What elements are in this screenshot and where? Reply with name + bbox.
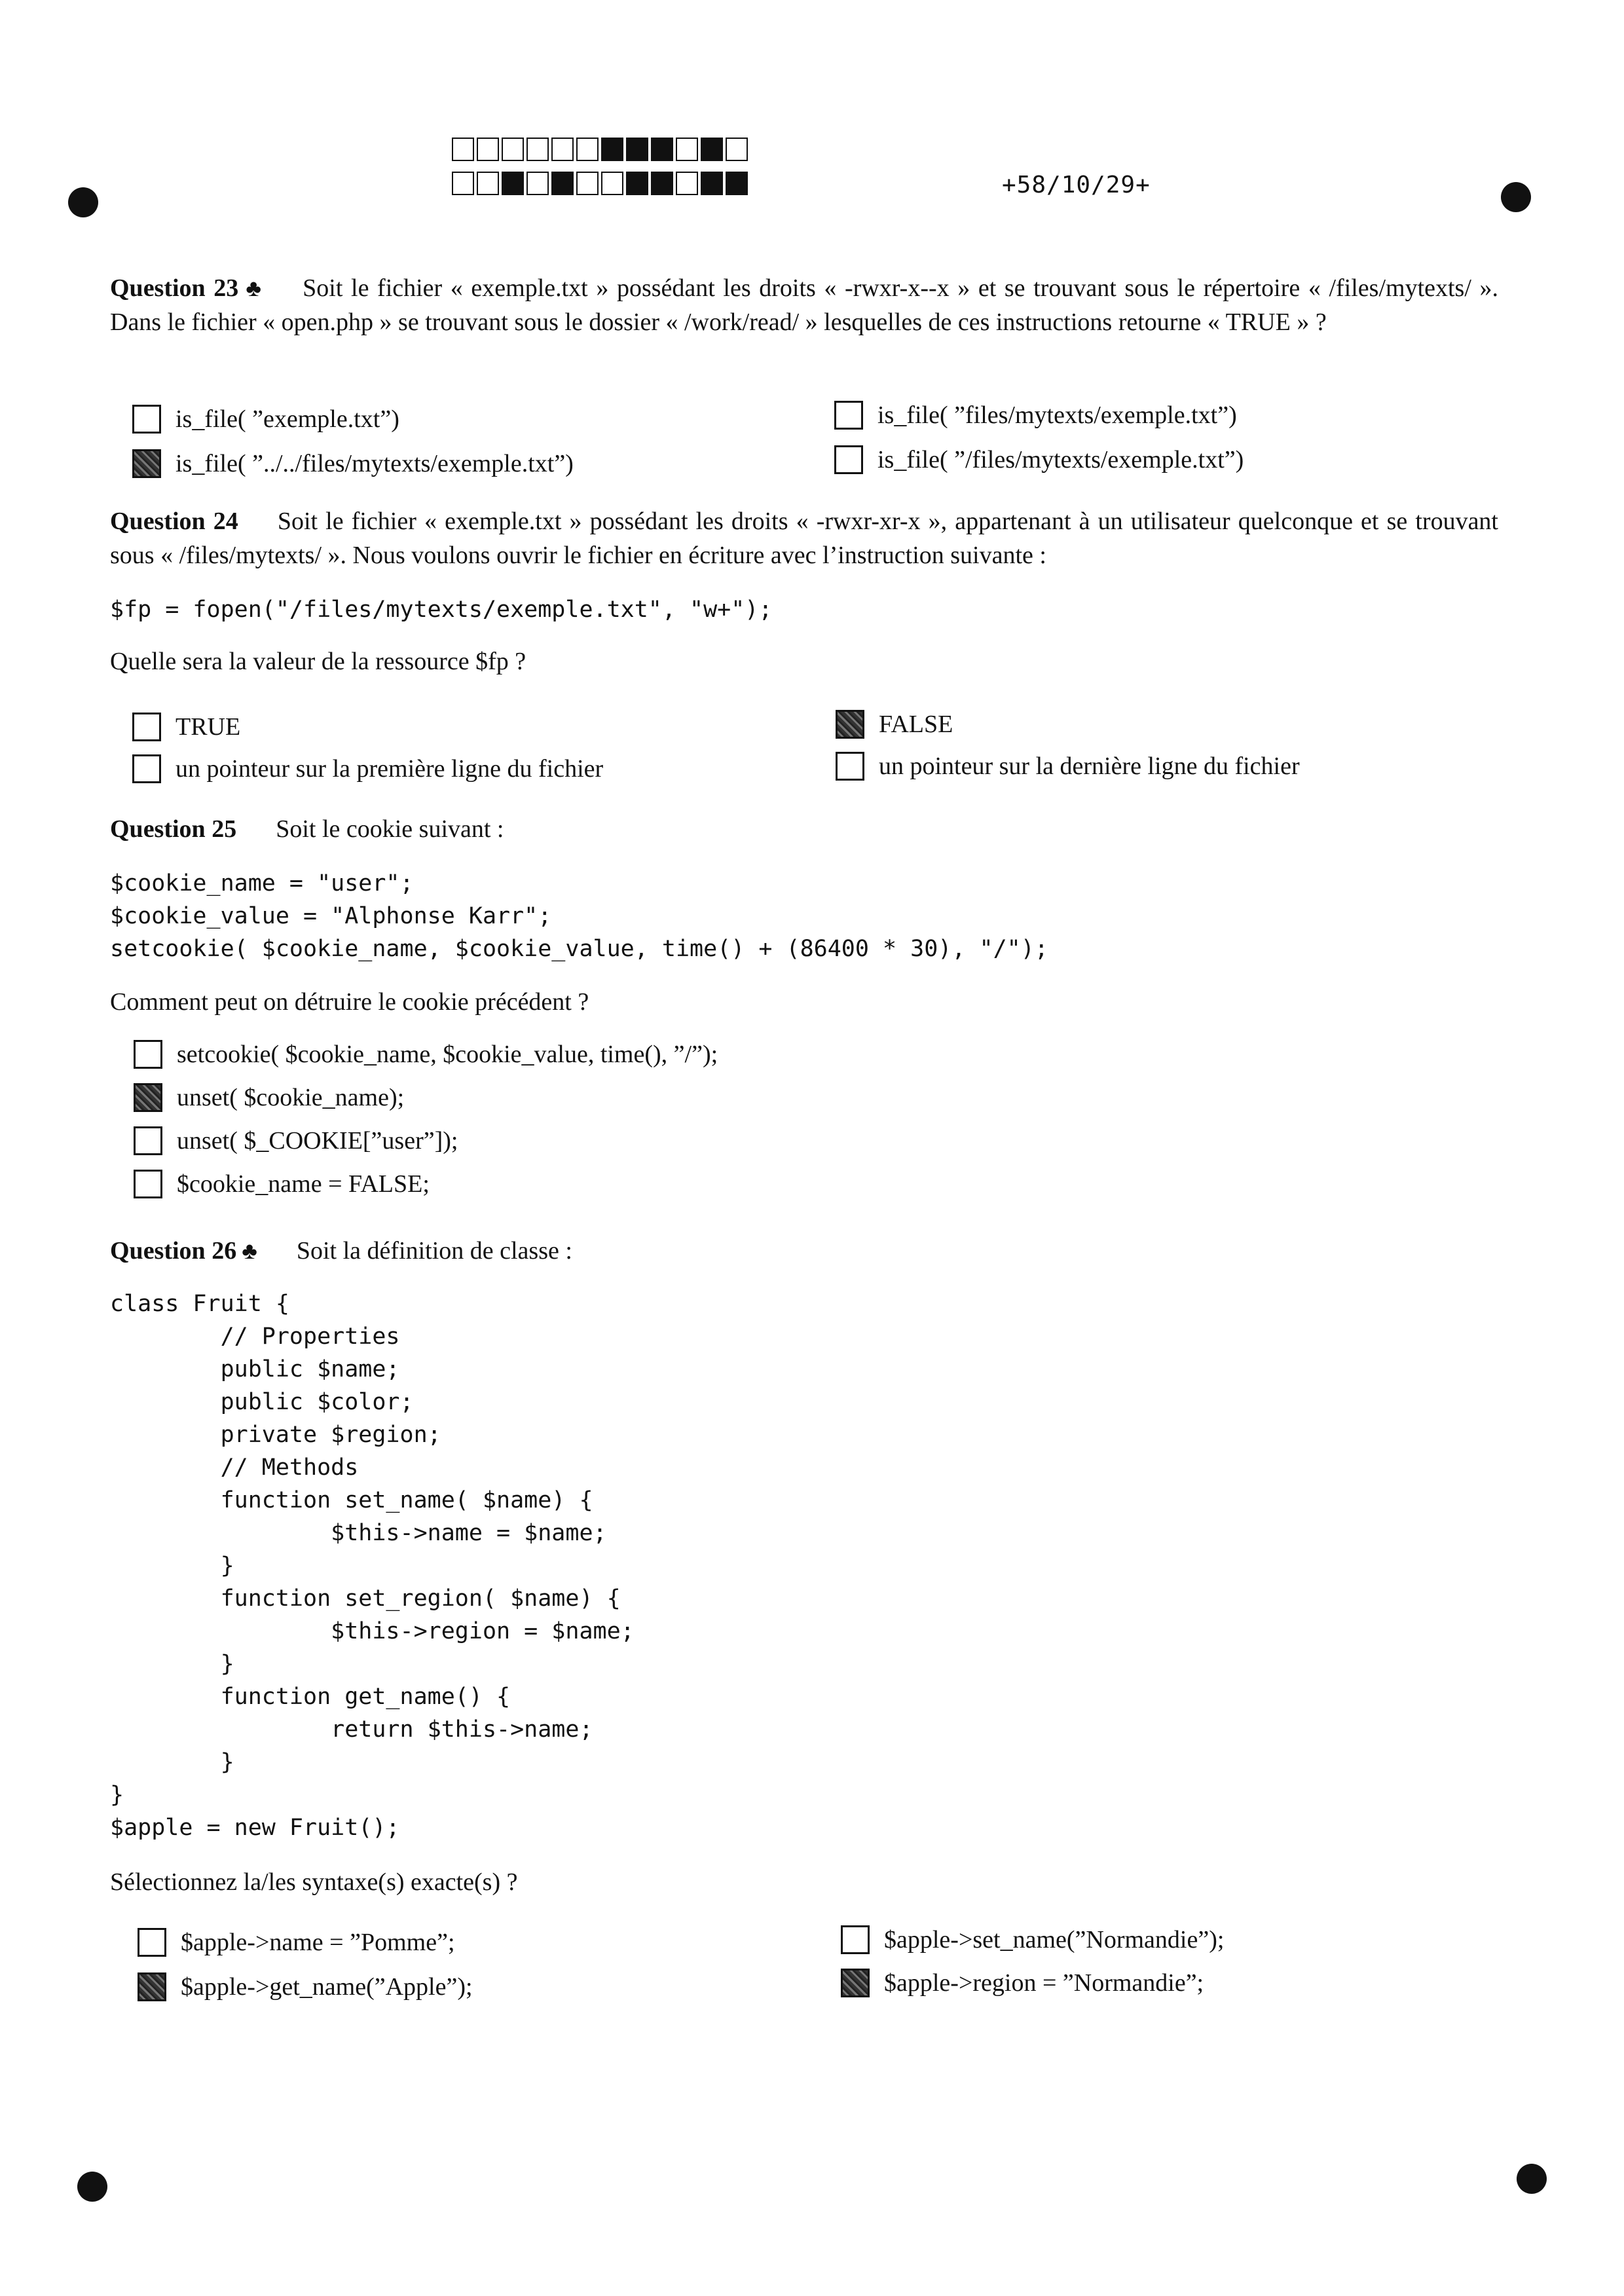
question-26-prompt: Sélectionnez la/les syntaxe(s) exacte(s) ? xyxy=(110,1868,518,1896)
option-label: setcookie( $cookie_name, $cookie_value, time(), ”/”); xyxy=(177,1041,718,1068)
checkbox[interactable] xyxy=(841,1925,870,1954)
question-23-title: Question 23 ♣ xyxy=(110,274,264,302)
barcode-row-1 xyxy=(452,138,750,164)
checkbox[interactable] xyxy=(138,1928,166,1957)
option-label: un pointeur sur la première ligne du fichier xyxy=(175,755,604,783)
checkbox[interactable] xyxy=(132,405,161,434)
barcode-cell xyxy=(626,138,648,161)
question-25 xyxy=(110,812,1498,846)
q25-option-1[interactable] xyxy=(134,1040,718,1069)
q23-option-4[interactable] xyxy=(834,445,1244,474)
option-label: $cookie_name = FALSE; xyxy=(177,1170,430,1198)
option-label: FALSE xyxy=(879,711,953,738)
barcode-cell xyxy=(701,172,723,195)
barcode-cell xyxy=(502,138,524,161)
q25-option-4[interactable] xyxy=(134,1170,430,1198)
q25-option-3[interactable] xyxy=(134,1126,458,1155)
barcode-cell xyxy=(576,138,599,161)
barcode-cell xyxy=(651,172,673,195)
option-label: is_file( ”files/mytexts/exemple.txt”) xyxy=(877,401,1237,429)
question-23-text: Soit le fichier « exemple.txt » possédant les droits « -rwxr-x--x » et se trouvant sous le répertoire « /files/mytexts/ ». Dans le fichier « open.php » se trouvant sous le dossier « /work/read/ » lesquelles de ces instructions retourne « TRUE » ? xyxy=(110,274,1499,336)
question-24-text: Soit le fichier « exemple.txt » possédant les droits « -rwxr-xr-x », appartenant à un utilisateur quelconque et se trouvant sous « /files/mytexts/ ». Nous voulons ouvrir le fichier en écriture avec l’instruction suivante : xyxy=(110,508,1498,569)
option-label: is_file( ”/files/mytexts/exemple.txt”) xyxy=(877,446,1244,473)
checkbox[interactable] xyxy=(134,1040,162,1069)
question-26 xyxy=(110,1234,1498,1268)
checkbox[interactable] xyxy=(134,1083,162,1112)
option-label: is_file( ”../../files/mytexts/exemple.txt”) xyxy=(175,450,574,477)
q26-option-4[interactable] xyxy=(841,1969,1204,1997)
barcode-cell xyxy=(626,172,648,195)
checkbox[interactable] xyxy=(836,710,864,739)
option-label: $apple->set_name(”Normandie”); xyxy=(884,1926,1225,1953)
code-block-q25: $cookie_name = "user"; $cookie_value = "Alphonse Karr"; setcookie( $cookie_name, $cookie_value, time() + (86400 * 30), "/"); xyxy=(110,870,1048,962)
checkbox[interactable] xyxy=(834,401,863,430)
option-label: unset( $_COOKIE[”user”]); xyxy=(177,1127,458,1155)
registration-mark-bottom-left xyxy=(77,2172,107,2202)
q23-option-2[interactable] xyxy=(132,449,574,478)
checkbox[interactable] xyxy=(841,1969,870,1997)
barcode-cell xyxy=(726,138,748,161)
barcode-cell xyxy=(551,138,574,161)
barcode-cell xyxy=(452,138,474,161)
q24-option-4[interactable] xyxy=(836,752,1300,781)
barcode-cell xyxy=(502,172,524,195)
club-icon: ♣ xyxy=(242,1238,257,1264)
barcode-cell xyxy=(452,172,474,195)
checkbox[interactable] xyxy=(132,713,161,741)
barcode-cell xyxy=(651,138,673,161)
barcode-cell xyxy=(701,138,723,161)
q25-option-2[interactable] xyxy=(134,1083,404,1112)
option-label: $apple->region = ”Normandie”; xyxy=(884,1969,1204,1997)
checkbox[interactable] xyxy=(132,449,161,478)
q26-option-3[interactable] xyxy=(841,1925,1224,1954)
option-label: $apple->name = ”Pomme”; xyxy=(181,1929,455,1956)
question-25-title: Question 25 xyxy=(110,815,237,843)
option-label: $apple->get_name(”Apple”); xyxy=(181,1973,473,2001)
barcode-cell xyxy=(526,138,549,161)
registration-mark-top-right xyxy=(1501,182,1531,212)
checkbox[interactable] xyxy=(134,1126,162,1155)
barcode-cell xyxy=(676,172,698,195)
option-label: is_file( ”exemple.txt”) xyxy=(175,405,399,433)
page-id: +58/10/29+ xyxy=(1002,172,1151,198)
checkbox[interactable] xyxy=(132,754,161,783)
code-block-q24: $fp = fopen("/files/mytexts/exemple.txt", "w+"); xyxy=(110,597,773,623)
barcode-cell xyxy=(601,172,623,195)
question-26-title: Question 26 ♣ xyxy=(110,1237,257,1265)
q26-option-2[interactable] xyxy=(138,1972,473,2001)
question-25-text: Soit le cookie suivant : xyxy=(276,815,504,843)
registration-mark-bottom-right xyxy=(1517,2164,1547,2194)
barcode-cell xyxy=(676,138,698,161)
question-24-title: Question 24 xyxy=(110,508,238,535)
header-barcode xyxy=(452,138,750,206)
question-25-prompt: Comment peut on détruire le cookie précédent ? xyxy=(110,988,589,1016)
checkbox[interactable] xyxy=(134,1170,162,1198)
option-label: un pointeur sur la dernière ligne du fichier xyxy=(879,752,1300,780)
checkbox[interactable] xyxy=(834,445,863,474)
barcode-row-2 xyxy=(452,172,750,198)
code-block-q26: class Fruit { // Properties public $name; public $color; private $region; // Methods function set_name( $name) { $this->name = $name; } function set_region( $name) { $this->region = $name; } function get_name() { return $this->name; } } $apple = new Fruit(); xyxy=(110,1291,635,1841)
barcode-cell xyxy=(726,172,748,195)
q24-option-1[interactable] xyxy=(132,713,240,741)
registration-mark-top-left xyxy=(68,187,98,217)
option-label: unset( $cookie_name); xyxy=(177,1084,405,1111)
barcode-cell xyxy=(477,172,499,195)
barcode-cell xyxy=(601,138,623,161)
q23-option-3[interactable] xyxy=(834,401,1237,430)
question-24 xyxy=(110,504,1498,572)
club-icon: ♣ xyxy=(244,275,264,301)
q26-option-1[interactable] xyxy=(138,1928,455,1957)
barcode-cell xyxy=(526,172,549,195)
barcode-cell xyxy=(477,138,499,161)
checkbox[interactable] xyxy=(836,752,864,781)
option-label: TRUE xyxy=(175,713,241,741)
barcode-cell xyxy=(576,172,599,195)
checkbox[interactable] xyxy=(138,1972,166,2001)
question-26-text: Soit la définition de classe : xyxy=(296,1237,572,1265)
question-24-prompt: Quelle sera la valeur de la ressource $fp ? xyxy=(110,648,526,675)
barcode-cell xyxy=(551,172,574,195)
q24-option-2[interactable] xyxy=(132,754,603,783)
q24-option-3[interactable] xyxy=(836,710,953,739)
q23-option-1[interactable] xyxy=(132,405,399,434)
question-23 xyxy=(110,271,1498,339)
